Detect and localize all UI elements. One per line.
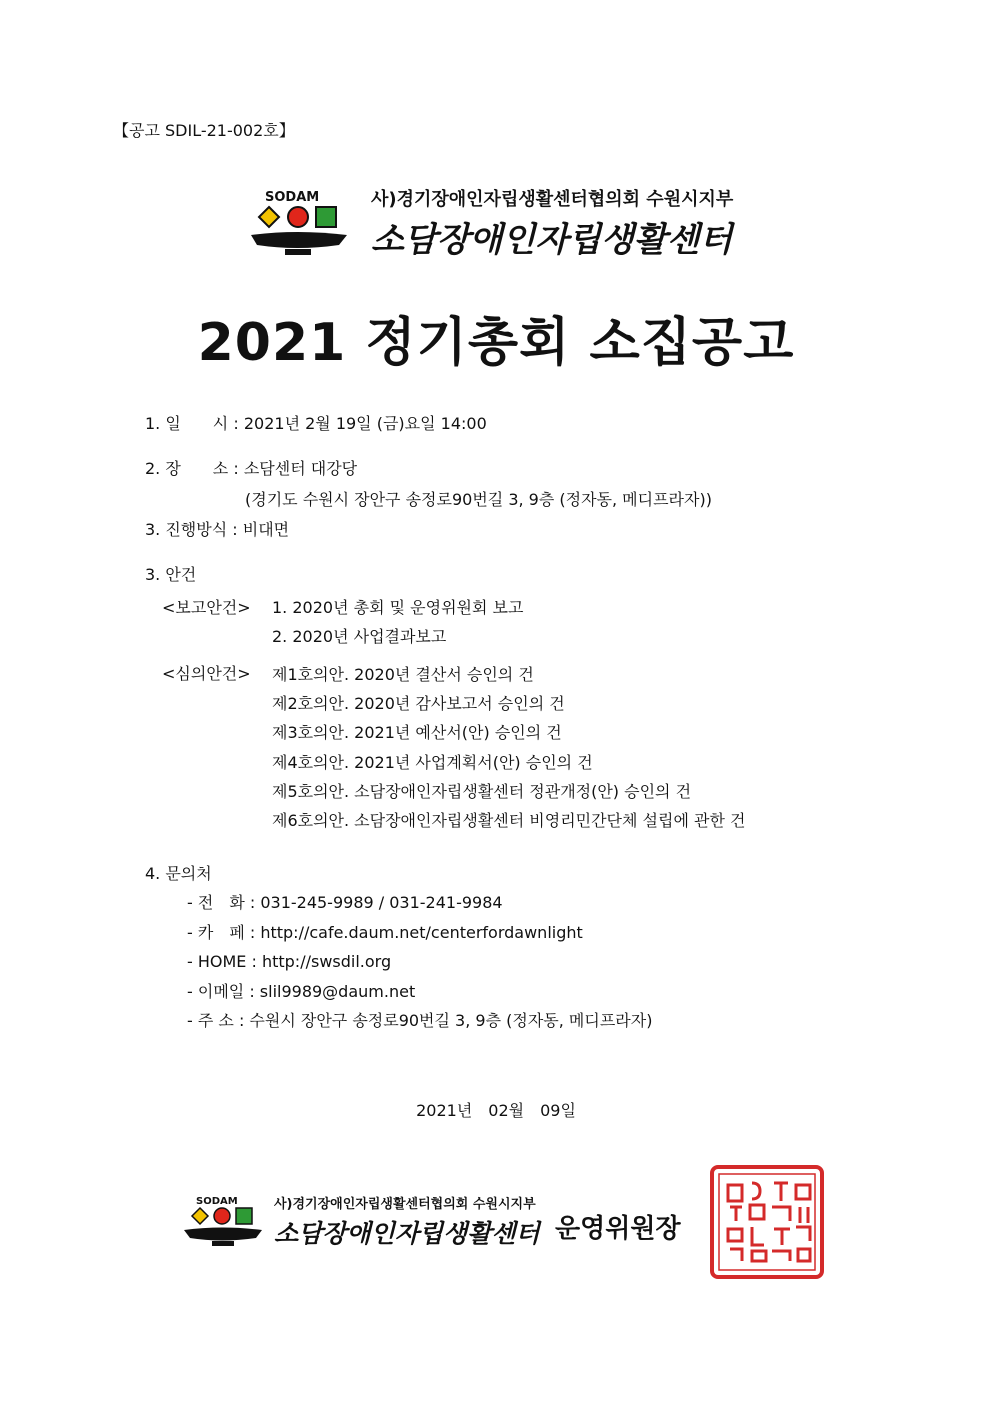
report-item: 2. 2020년 사업결과보고 (272, 627, 447, 646)
contact-address: - 주 소 : 수원시 장안구 송정로90번길 3, 9층 (정자동, 메디프라자) (187, 1011, 653, 1030)
place-row (145, 459, 357, 479)
signatory-title: 운영위원장 (555, 1214, 681, 1244)
logo-bowl (251, 232, 347, 248)
schedule-label: 1. 일 시 : (145, 414, 239, 433)
logo-red-circle (288, 207, 308, 227)
contact-heading: 4. 문의처 (145, 864, 212, 883)
contact-email: - 이메일 : slil9989@daum.net (187, 982, 416, 1001)
notice-number: 【공고 SDIL-21-002호】 (113, 121, 295, 140)
schedule-row (145, 414, 487, 434)
contact-phone: - 전 화 : 031-245-9989 / 031-241-9984 (187, 893, 503, 912)
report-agenda-label: <보고안건> (162, 598, 251, 617)
logo-bowl-base (285, 249, 311, 255)
deliberation-agenda-label: <심의안건> (162, 664, 251, 683)
logo-org-name: 사)경기장애인자립생활센터협의회 수원시지부 (371, 189, 734, 210)
logo-sodam-text: SODAM (196, 1196, 238, 1207)
logo-yellow-diamond (259, 207, 279, 227)
official-seal-stamp (708, 1163, 826, 1281)
agenda-heading: 3. 안건 (145, 565, 197, 584)
deliberation-item: 제5호의안. 소담장애인자립생활센터 정관개정(안) 승인의 건 (272, 782, 692, 801)
deliberation-item: 제4호의안. 2021년 사업계획서(안) 승인의 건 (272, 753, 593, 772)
logo-green-square (316, 207, 336, 227)
logo-center-name: 소담장애인자립생활센터 (371, 220, 733, 260)
place-address: (경기도 수원시 장안구 송정로90번길 3, 9층 (정자동, 메디프라자)) (245, 490, 712, 509)
deliberation-item: 제3호의안. 2021년 예산서(안) 승인의 건 (272, 723, 562, 742)
logo-org-name: 사)경기장애인자립생활센터협의회 수원시지부 (274, 1197, 536, 1212)
place-value: 소담센터 대강당 (243, 459, 358, 478)
schedule-value: 2021년 2월 19일 (금)요일 14:00 (243, 414, 487, 433)
center-logo (245, 185, 745, 263)
center-logo-small (182, 1190, 542, 1252)
method-row (145, 520, 289, 540)
deliberation-item: 제1호의안. 2020년 결산서 승인의 건 (272, 665, 534, 684)
issue-date: 2021년 02월 09일 (416, 1101, 576, 1120)
place-label: 2. 장 소 : (145, 459, 239, 478)
method-value: 비대면 (242, 520, 290, 539)
contact-cafe: - 카 페 : http://cafe.daum.net/centerfordawnlight (187, 923, 583, 942)
deliberation-item: 제6호의안. 소담장애인자립생활센터 비영리민간단체 설립에 관한 건 (272, 811, 746, 830)
report-item: 1. 2020년 총회 및 운영위원회 보고 (272, 598, 524, 617)
logo-sodam-text: SODAM (265, 190, 320, 205)
document-title: 2021 정기총회 소집공고 (197, 313, 795, 373)
contact-home: - HOME : http://swsdil.org (187, 952, 392, 971)
method-label: 3. 진행방식 : (145, 520, 238, 539)
logo-center-name: 소담장애인자립생활센터 (274, 1219, 540, 1248)
deliberation-item: 제2호의안. 2020년 감사보고서 승인의 건 (272, 694, 565, 713)
